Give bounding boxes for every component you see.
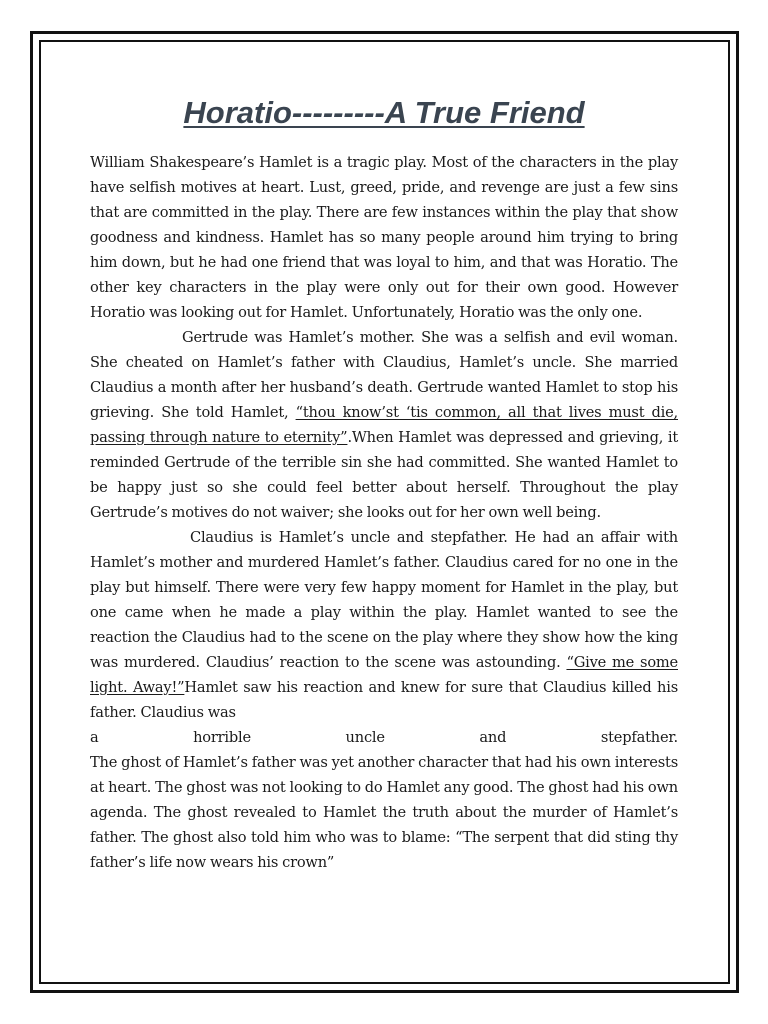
document-body — [90, 94, 678, 875]
paragraph-gertrude — [90, 325, 678, 525]
claudius-quote: “Give me some light. Away!” — [90, 654, 678, 696]
paragraph-claudius-text: Claudius is Hamlet’s uncle and stepfather. He had an affair with Hamlet’s mother and murdered Hamlet’s father. Claudius cared for no one in the play but himself. There were very few happy moment for Hamlet in the play, but one came when he made a play within the play. Hamlet wanted to see the reaction the Claudius had to the scene on the play where they show how the king was murdered. Claudius’ reaction to the scene was astounding. — [90, 529, 678, 671]
paragraph-gertrude-text: Gertrude was Hamlet’s mother. She was a selfish and evil woman. She cheated on Hamlet’s father with Claudius, Hamlet’s uncle. She married Claudius a month after her husband’s death. Gertrude wanted Hamlet to stop his grieving. She told Hamlet, — [90, 329, 678, 421]
paragraph-intro: William Shakespeare’s Hamlet is a tragic play. Most of the characters in the play have selfish motives at heart. Lust, greed, pride, and revenge are just a few sins that are committed in the play. There are few instances within the play that show goodness and kindness. Hamlet has so many people around him trying to bring him down, but he had one friend that was loyal to him, and that was Horatio. The other key characters in the play were only out for their own good. However Horatio was looking out for Hamlet. Unfortunately, Horatio was the only one. — [90, 154, 678, 321]
paragraph-gertrude-text-end: .When Hamlet was depressed and grieving, it reminded Gertrude of the terrible sin she had committed. She wanted Hamlet to be happy just so she could feel better about herself. Throughout the play Gertrude’s motives do not waiver; she looks out for her own well being. — [90, 429, 678, 521]
paragraph-claudius-text-end: Hamlet saw his reaction and knew for sure that Claudius killed his father. Claudius was — [90, 679, 678, 721]
paragraph-claudius — [90, 525, 678, 725]
document-title: Horatio---------A True Friend — [183, 95, 585, 130]
gertrude-quote: “thou know’st ‘tis common, all that lives must die, passing through nature to eternity” — [90, 404, 678, 446]
paragraph-claudius-closing-line: a horrible uncle and stepfather. — [90, 729, 678, 746]
paragraph-ghost: The ghost of Hamlet’s father was yet another character that had his own interests at heart. The ghost was not looking to do Hamlet any good. The ghost had his own agenda. The ghost revealed to Hamlet the truth about the murder of Hamlet’s father. The ghost also told him who was to blame: “The serpent that did sting thy father’s life now wears his crown” — [90, 754, 678, 871]
